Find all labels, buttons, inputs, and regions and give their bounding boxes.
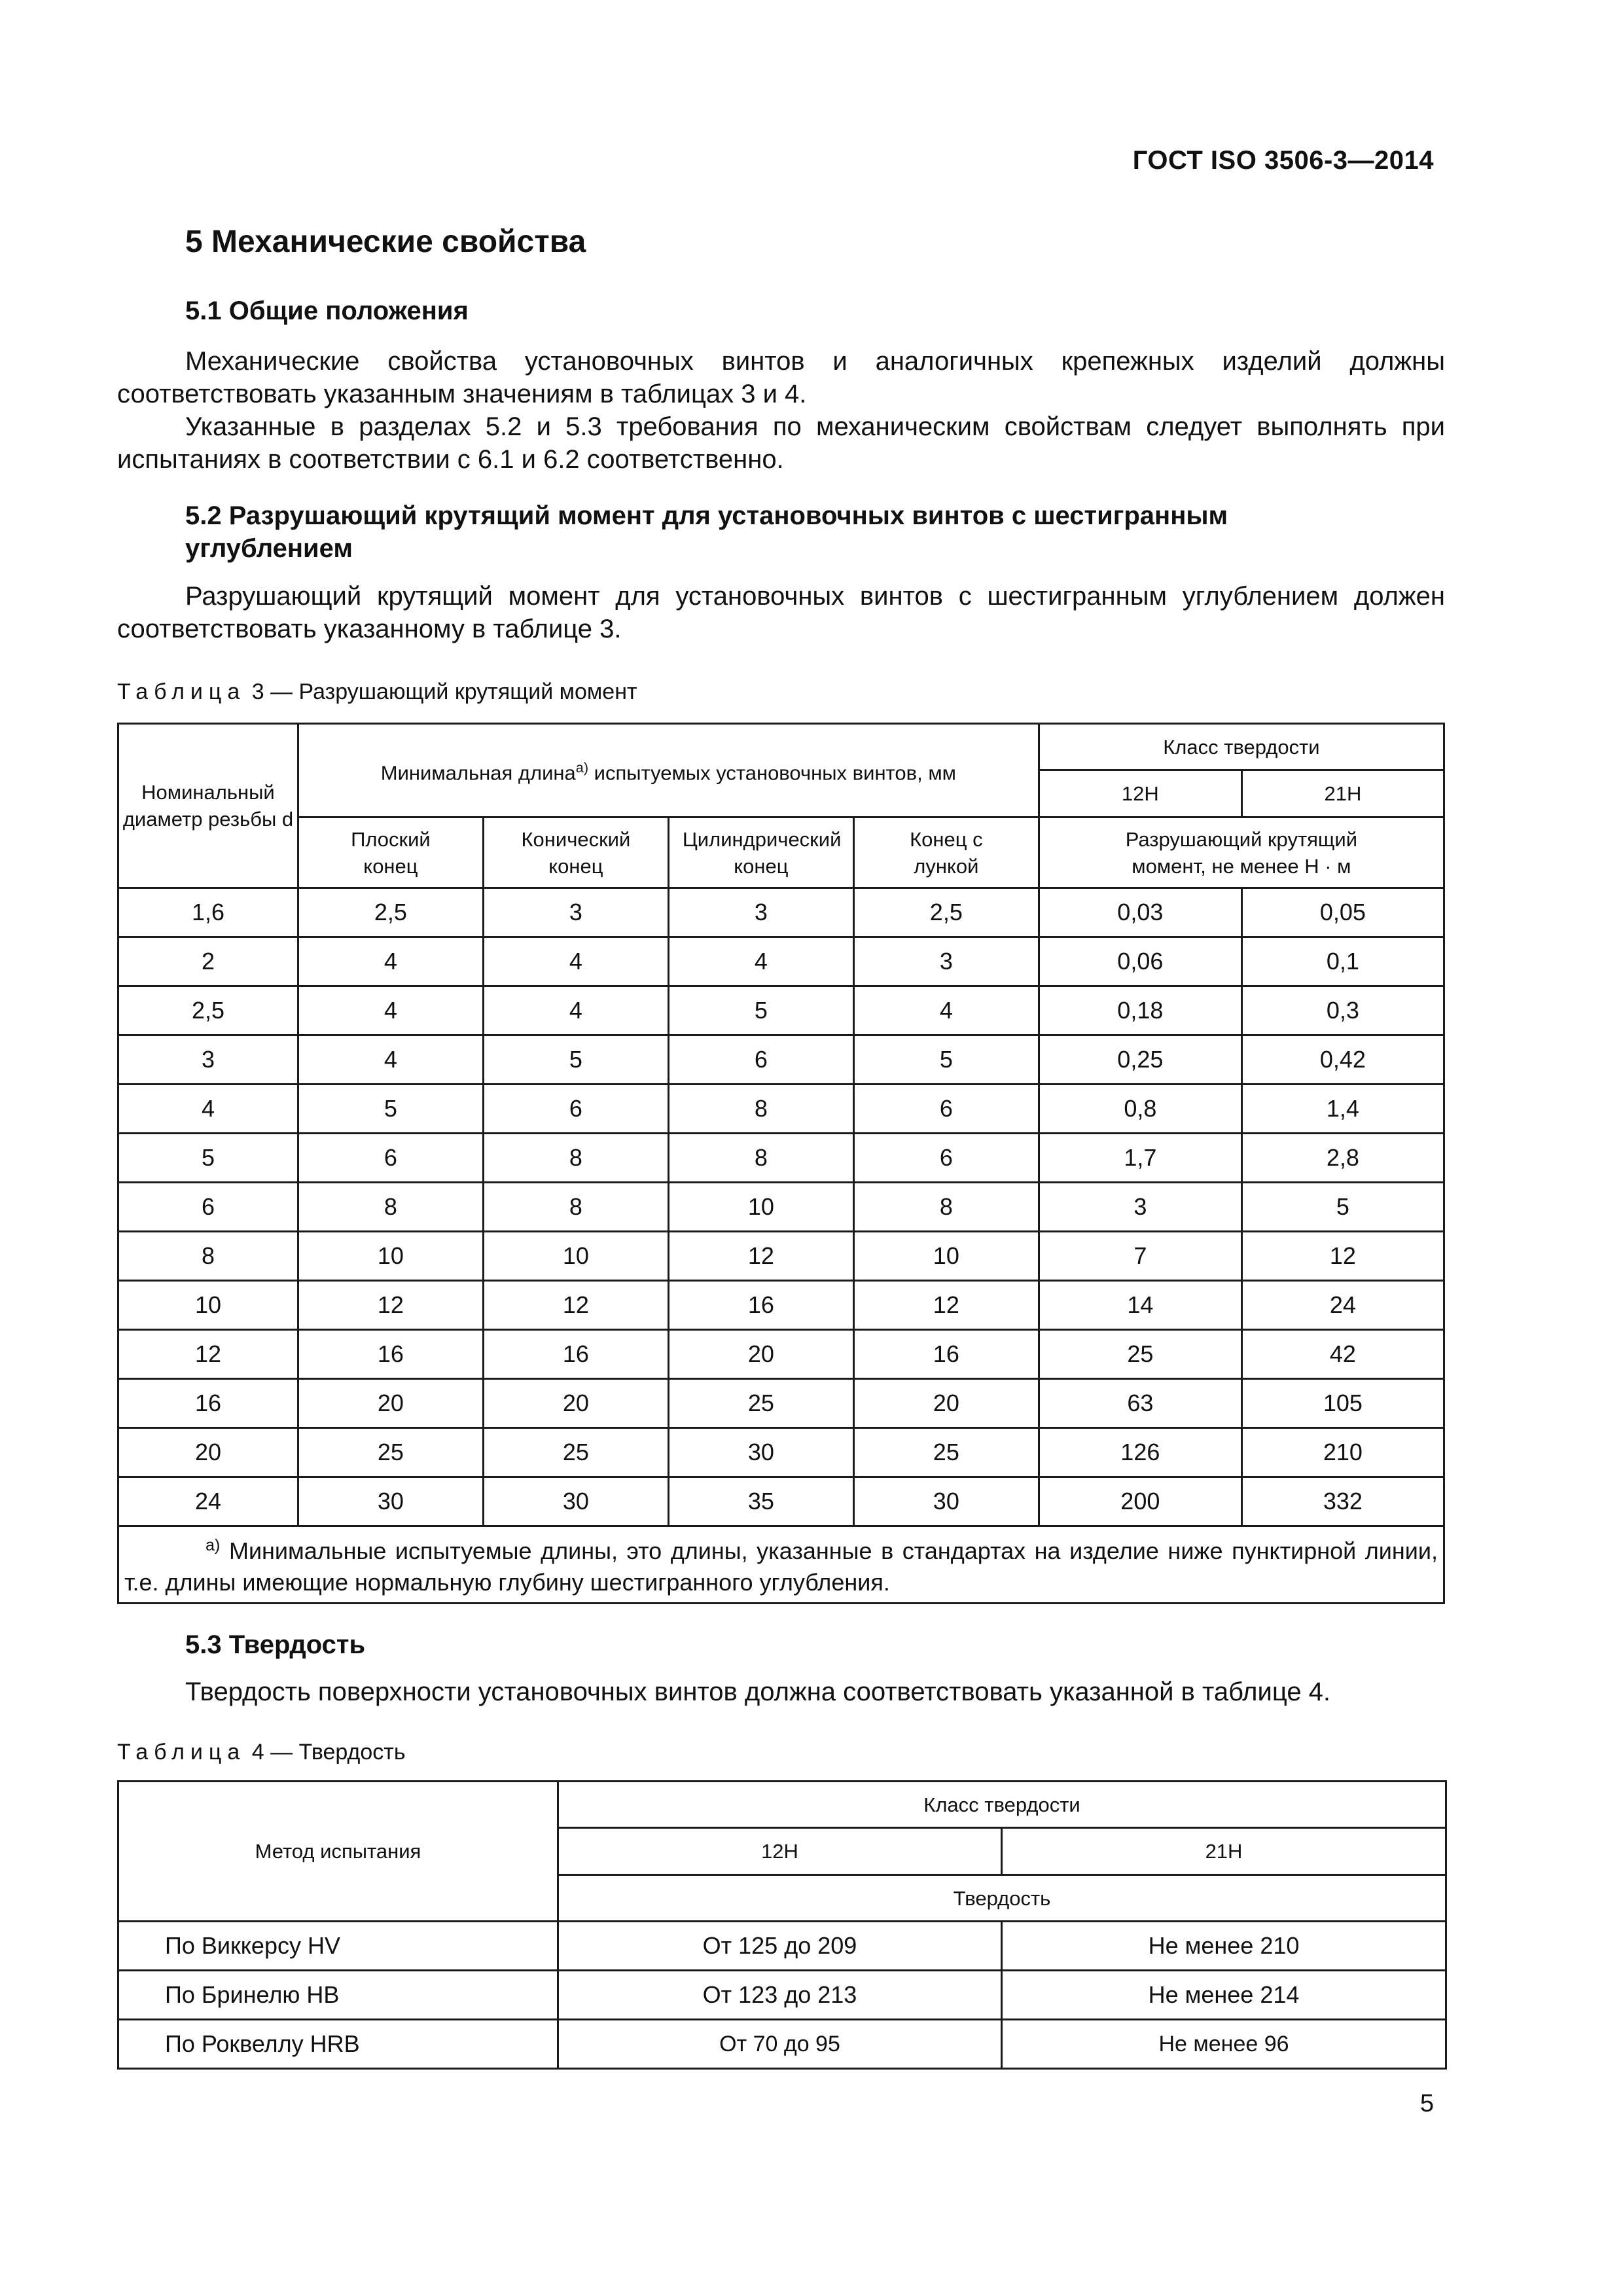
table-cell: 6 [118, 1183, 298, 1232]
caption-label: Таблица [117, 1740, 246, 1765]
table-cell: 12 [853, 1281, 1039, 1330]
header-diameter [118, 724, 298, 888]
header-text: Номинальный диаметр резьбы d [122, 781, 294, 831]
footnote-ref: а) [575, 759, 589, 776]
document-code: ГОСТ ISO 3506-3—2014 [1132, 146, 1434, 175]
table-cell: 8 [483, 1183, 668, 1232]
table-caption [117, 1740, 406, 1765]
table-cell: 4 [483, 937, 668, 986]
table-row [118, 888, 1444, 937]
table-row [118, 1477, 1444, 1526]
table-caption [117, 679, 637, 705]
hardness-table [117, 1780, 1447, 2070]
table-cell: 6 [483, 1085, 668, 1134]
table-cell: От 70 до 95 [558, 2020, 1002, 2069]
table-cell: 3 [118, 1035, 298, 1085]
table-cell: 12 [1241, 1232, 1444, 1281]
table-cell: 14 [1039, 1281, 1241, 1330]
subsection-heading: 5.1 Общие положения [185, 296, 469, 325]
table-cell: 5 [1241, 1183, 1444, 1232]
table-cell: 1,6 [118, 888, 298, 937]
table-cell: Не менее 96 [1002, 2020, 1446, 2069]
table-cell: 25 [853, 1428, 1039, 1477]
table-footnote [118, 1526, 1444, 1604]
table-cell: 20 [853, 1379, 1039, 1428]
caption-text: 3 — Разрушающий крутящий момент [245, 679, 637, 704]
table-cell: От 125 до 209 [558, 1922, 1002, 1971]
paragraph: Твердость поверхности установочных винтов должна соответствовать указанной в таблице 4. [185, 1677, 1331, 1706]
table-cell: 5 [668, 986, 853, 1035]
table-cell: 8 [853, 1183, 1039, 1232]
table-cell: 6 [298, 1134, 483, 1183]
paragraph: Механические свойства установочных винтов и аналогичных крепежных изделий должны соответствовать указанным значениям в таблицах 3 и 4. [117, 347, 1445, 408]
table-row [118, 1922, 1446, 1971]
header-hardness-class: Класс твердости [558, 1782, 1446, 1828]
table-cell: 0,06 [1039, 937, 1241, 986]
table-cell: 5 [483, 1035, 668, 1085]
footnote-text: Минимальные испытуемые длины, это длины, указанные в стандартах на изделие ниже пунктирной линии, т.е. длины имеющие нормальную глубину шестигранного углубления. [124, 1537, 1438, 1596]
heading-line: 5.2 Разрушающий крутящий момент для установочных винтов с шестигранным [185, 501, 1228, 530]
table-row [118, 1134, 1444, 1183]
table-cell: 0,8 [1039, 1085, 1241, 1134]
table-cell: 3 [853, 937, 1039, 986]
heading-line: углублением [185, 534, 353, 563]
table-cell: Не менее 214 [1002, 1971, 1446, 2020]
torque-table [117, 723, 1445, 1604]
header-text: испытуемых установочных винтов, мм [588, 761, 956, 785]
header-21h: 21H [1241, 770, 1444, 817]
table-cell: 332 [1241, 1477, 1444, 1526]
method-cell: По Бринелю HB [118, 1971, 558, 2020]
table-cell: 42 [1241, 1330, 1444, 1379]
table-cell: 30 [668, 1428, 853, 1477]
table-cell: 12 [118, 1330, 298, 1379]
table-cell: 24 [1241, 1281, 1444, 1330]
table-cell: 5 [118, 1134, 298, 1183]
header-flat-end: Плоский конец [298, 817, 483, 888]
table-cell: От 123 до 213 [558, 1971, 1002, 2020]
table-cell: 0,1 [1241, 937, 1444, 986]
method-cell: По Роквеллу HRB [118, 2020, 558, 2069]
method-cell: По Виккерсу HV [118, 1922, 558, 1971]
paragraph: Указанные в разделах 5.2 и 5.3 требования по механическим свойствам следует выполнять при испытаниях в соответствии с 6.1 и 6.2 соответственно. [117, 412, 1445, 474]
header-21h: 21H [1002, 1828, 1446, 1875]
table-cell: 0,42 [1241, 1035, 1444, 1085]
table-cell: 3 [483, 888, 668, 937]
table-body [118, 888, 1444, 1526]
table-cell: 4 [118, 1085, 298, 1134]
table-cell: 0,3 [1241, 986, 1444, 1035]
table-cell: 2 [118, 937, 298, 986]
table-row [118, 1281, 1444, 1330]
table-row [118, 1085, 1444, 1134]
table-cell: 16 [118, 1379, 298, 1428]
table-cell: 1,7 [1039, 1134, 1241, 1183]
table-cell: 4 [298, 937, 483, 986]
subsection-heading [185, 499, 1228, 565]
table-row [118, 1330, 1444, 1379]
table-cell: 7 [1039, 1232, 1241, 1281]
table-cell: 8 [298, 1183, 483, 1232]
table-cell: 105 [1241, 1379, 1444, 1428]
table-cell: 3 [1039, 1183, 1241, 1232]
table-cell: 8 [668, 1134, 853, 1183]
table-cell: 10 [853, 1232, 1039, 1281]
table-cell: 35 [668, 1477, 853, 1526]
table-cell: 10 [298, 1232, 483, 1281]
header-text: Минимальная длина [380, 761, 576, 785]
table-row [118, 1232, 1444, 1281]
table-cell: 16 [298, 1330, 483, 1379]
table-cell: 12 [298, 1281, 483, 1330]
table-cell: 25 [1039, 1330, 1241, 1379]
table-cell: 6 [668, 1035, 853, 1085]
table-cell: 16 [668, 1281, 853, 1330]
table-cell: 2,5 [118, 986, 298, 1035]
table-cell: 5 [298, 1085, 483, 1134]
table-cell: 8 [118, 1232, 298, 1281]
table-cell: 0,18 [1039, 986, 1241, 1035]
table-row [118, 1379, 1444, 1428]
table-cell: 25 [298, 1428, 483, 1477]
table-row [118, 1428, 1444, 1477]
table-cell: 10 [118, 1281, 298, 1330]
table-cell: 20 [298, 1379, 483, 1428]
table-cell: 10 [668, 1183, 853, 1232]
table-cell: 10 [483, 1232, 668, 1281]
paragraph: Разрушающий крутящий момент для установочных винтов с шестигранным углублением должен соответствовать указанному в таблице 3. [117, 582, 1445, 643]
section-heading: 5 Механические свойства [185, 224, 586, 259]
header-min-length [298, 724, 1039, 817]
table-cell: 5 [853, 1035, 1039, 1085]
table-cell: 30 [483, 1477, 668, 1526]
table-cell: 30 [298, 1477, 483, 1526]
table-cell: 25 [483, 1428, 668, 1477]
table-cell: Не менее 210 [1002, 1922, 1446, 1971]
table-cell: 0,03 [1039, 888, 1241, 937]
table-cell: 0,05 [1241, 888, 1444, 937]
caption-label: Таблица [117, 679, 246, 704]
table-row [118, 937, 1444, 986]
table-row [118, 1971, 1446, 2020]
header-cone-end: Конический конец [483, 817, 668, 888]
table-cell: 126 [1039, 1428, 1241, 1477]
table-cell: 20 [483, 1379, 668, 1428]
table-cell: 8 [668, 1085, 853, 1134]
header-hardness-class: Класс твердости [1039, 724, 1444, 770]
table-cell: 4 [298, 1035, 483, 1085]
subsection-heading: 5.3 Твердость [185, 1630, 366, 1659]
table-cell: 30 [853, 1477, 1039, 1526]
header-torque: Разрушающий крутящий момент, не менее Н · м [1039, 817, 1444, 888]
caption-text: 4 — Твердость [245, 1740, 406, 1765]
table-cell: 6 [853, 1134, 1039, 1183]
table-cell: 24 [118, 1477, 298, 1526]
footnote-mark: а) [205, 1536, 221, 1554]
table-row [118, 1183, 1444, 1232]
table-cell: 200 [1039, 1477, 1241, 1526]
table-cell: 4 [298, 986, 483, 1035]
table-cell: 2,5 [853, 888, 1039, 937]
table-cell: 1,4 [1241, 1085, 1444, 1134]
table-cell: 25 [668, 1379, 853, 1428]
table-cell: 8 [483, 1134, 668, 1183]
header-12h: 12H [1039, 770, 1241, 817]
table-cell: 210 [1241, 1428, 1444, 1477]
table-body [118, 1922, 1446, 2069]
table-cell: 4 [483, 986, 668, 1035]
table-cell: 16 [853, 1330, 1039, 1379]
header-cup-end: Конец с лункой [853, 817, 1039, 888]
table-cell: 12 [668, 1232, 853, 1281]
header-cylinder-end: Цилиндрический конец [668, 817, 853, 888]
table-row [118, 1035, 1444, 1085]
table-cell: 63 [1039, 1379, 1241, 1428]
table-cell: 4 [668, 937, 853, 986]
table-cell: 20 [668, 1330, 853, 1379]
table-cell: 16 [483, 1330, 668, 1379]
table-row [118, 2020, 1446, 2069]
table-cell: 6 [853, 1085, 1039, 1134]
table-cell: 20 [118, 1428, 298, 1477]
table-cell: 2,8 [1241, 1134, 1444, 1183]
table-cell: 3 [668, 888, 853, 937]
header-method: Метод испытания [118, 1782, 558, 1922]
table-cell: 2,5 [298, 888, 483, 937]
header-hardness: Твердость [558, 1875, 1446, 1922]
table-row [118, 986, 1444, 1035]
table-cell: 4 [853, 986, 1039, 1035]
table-cell: 12 [483, 1281, 668, 1330]
table-cell: 0,25 [1039, 1035, 1241, 1085]
page-number: 5 [1419, 2090, 1434, 2117]
header-12h: 12H [558, 1828, 1002, 1875]
